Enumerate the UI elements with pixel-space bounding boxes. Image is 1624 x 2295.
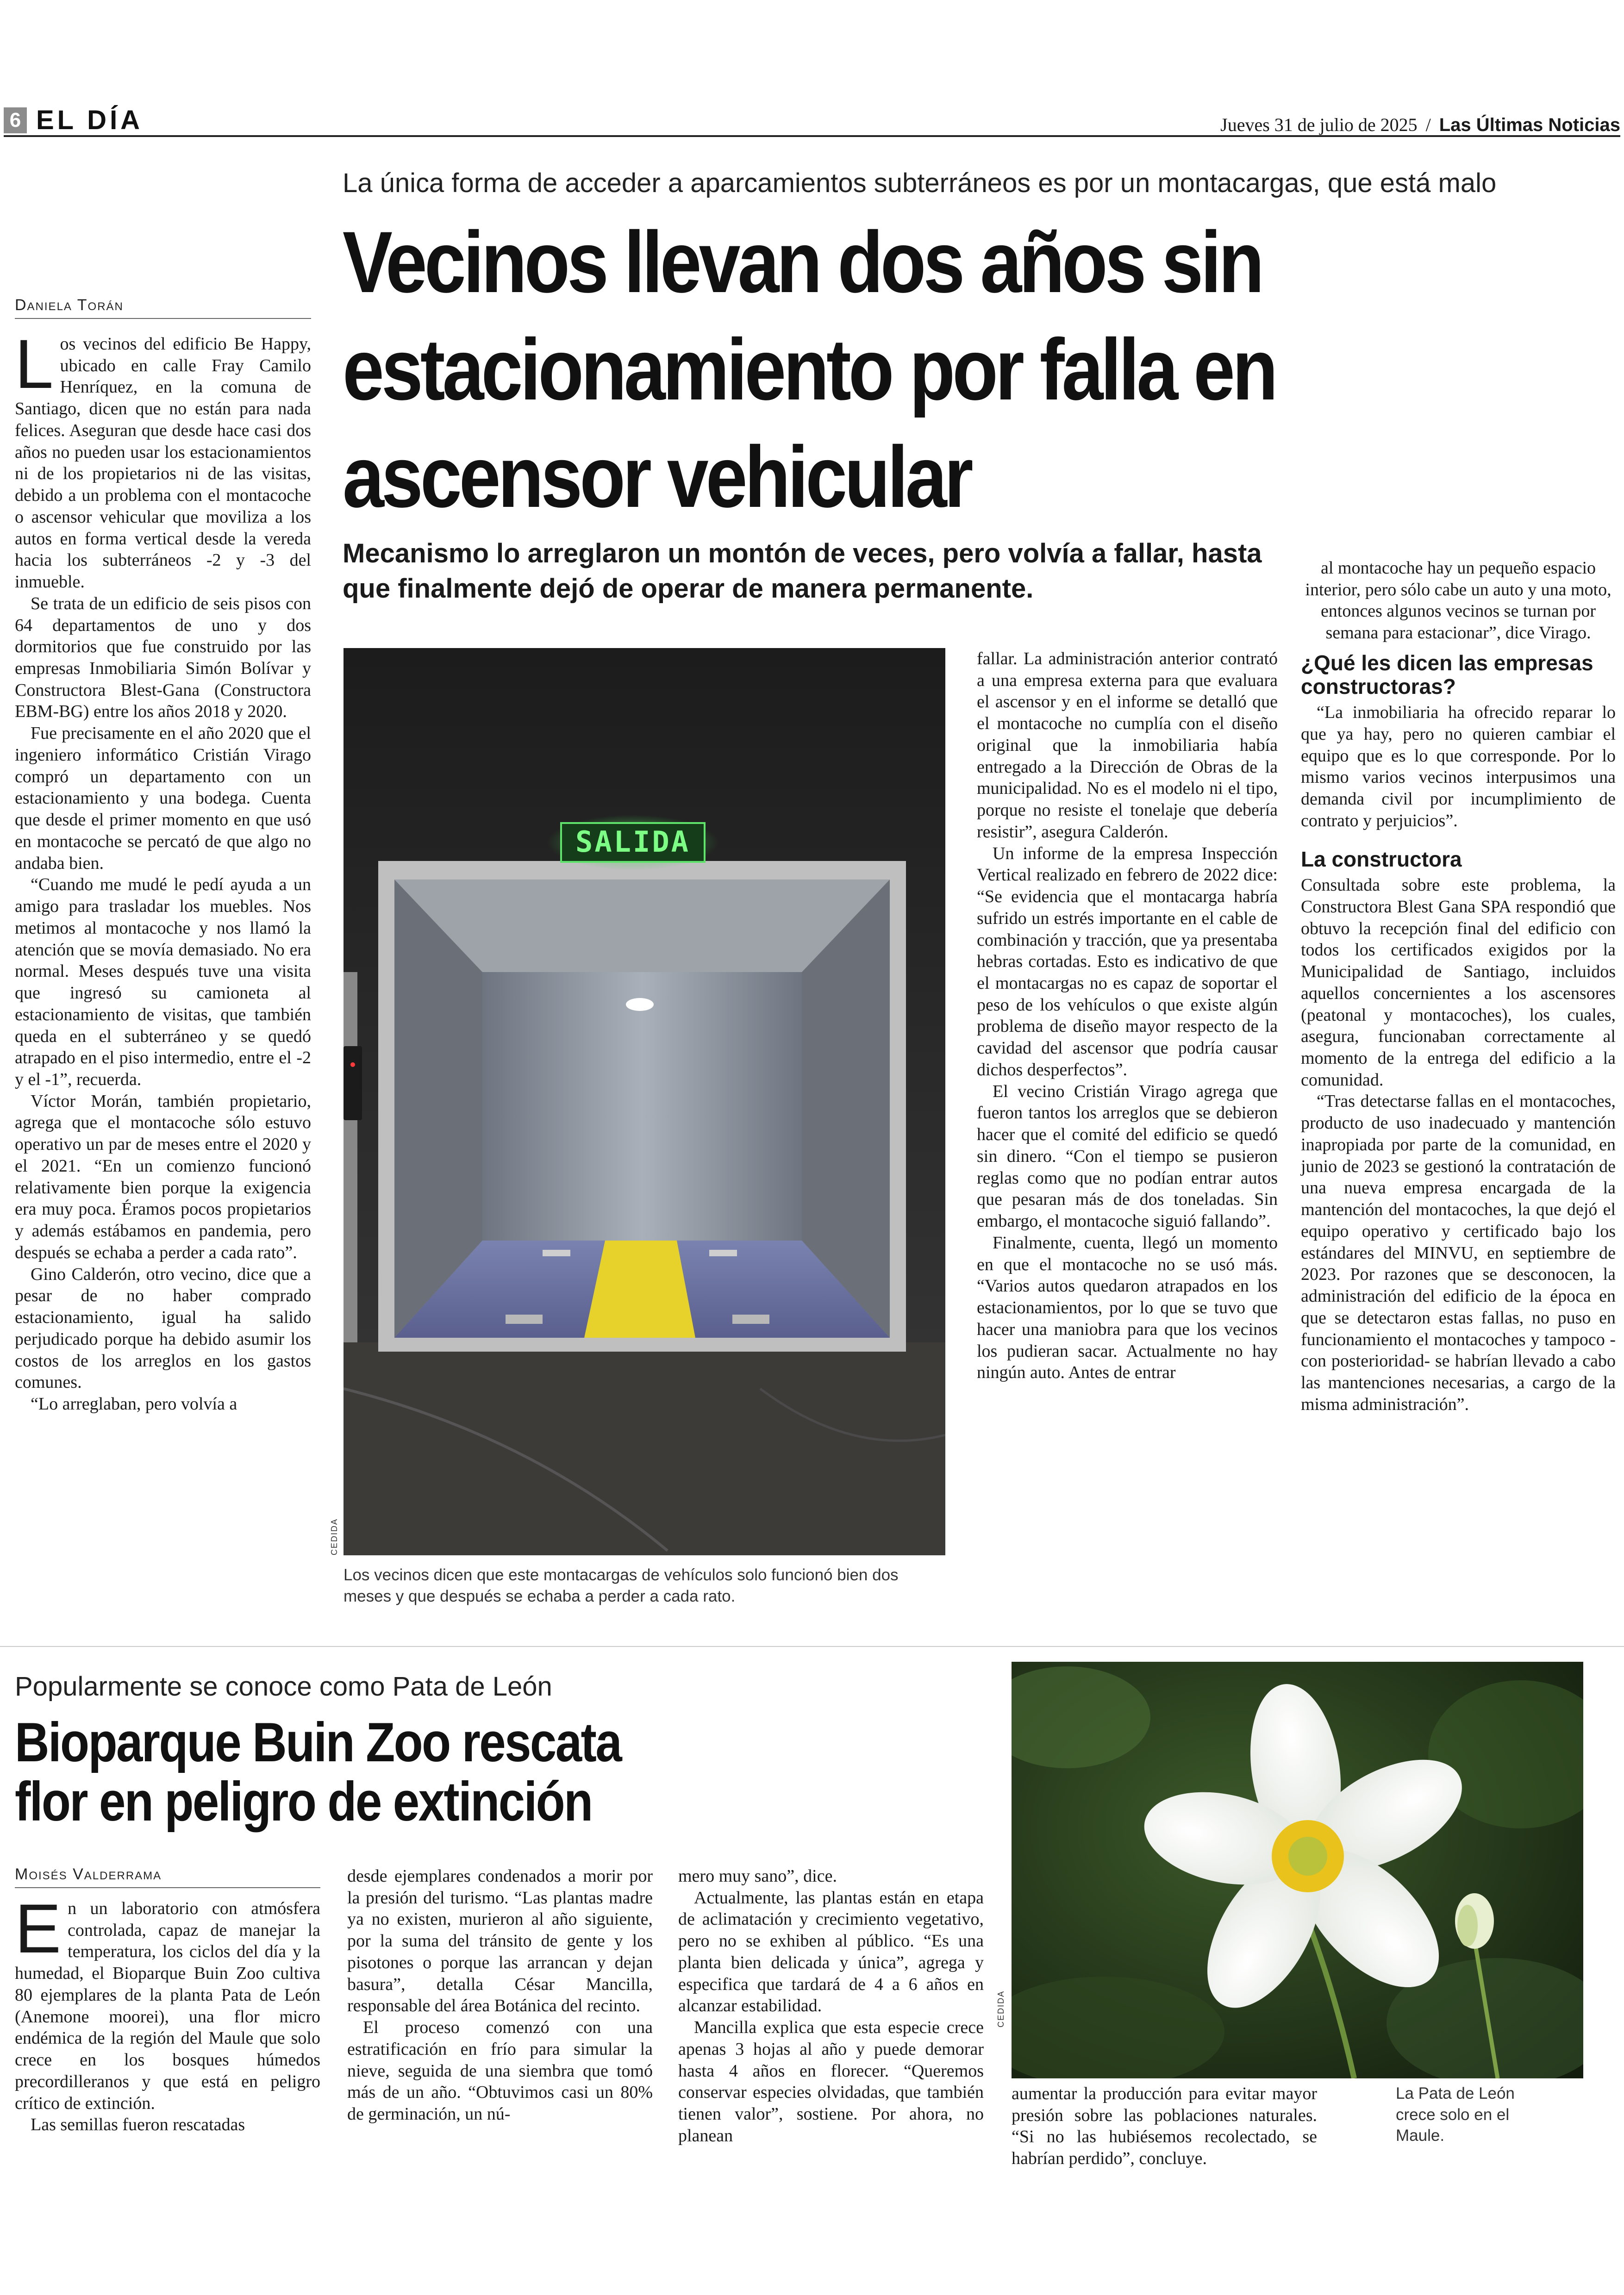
article2-col1-lead	[15, 1890, 320, 2114]
section-title: EL DÍA	[36, 105, 144, 135]
paragraph: “Cuando me mudé le pedí ayuda a un amigo para trasladar los muebles. Nos metimos al montacoche y nos llamó la atención que se movía demasiado. No era normal. Meses después tuve una visita que ingresó su camioneta al estacionamiento de visitas, que también queda en el subterráneo y se quedó atrapado en el piso intermedio, entre el -2 y el -1”, recuerda.	[15, 875, 311, 1089]
exit-sign-text: SALIDA	[575, 825, 690, 859]
paragraph: Gino Calderón, otro vecino, dice que a pesar de no haber comprado estacionamiento, igual ha salido perjudicado porque ha debido asumir los costos de los arreglos en los gastos comunes.	[15, 1264, 311, 1392]
paragraph: al montacoche hay un pequeño espacio interior, pero sólo cabe un auto y una moto, entonces algunos vecinos se turnan por semana para estacionar”, dice Virago.	[1305, 558, 1612, 643]
paragraph: Se trata de un edificio de seis pisos con 64 departamentos de uno y dos dormitorios que fue construido por las empresas Inmobiliaria Simón Bolívar y Constructora Blest-Gana (Constructora EBM-BG) entre los años 2018 y 2020.	[15, 593, 311, 722]
article1-subhead-question: ¿Qué les dicen las empresas constructoras?	[1301, 650, 1593, 698]
article2-column-3	[678, 1865, 984, 2147]
paragraph: aumentar la producción para evitar mayor presión sobre las poblaciones naturales. “Si no las hubiésemos recolectado, se habrían perdido”, concluye.	[1012, 2084, 1317, 2169]
paragraph: desde ejemplares condenados a morir por la presión del turismo. “Las plantas madre ya no existen, murieron al año siguiente, por la suma del tránsito de gente y los pisotones o porque las arrancan y dejan basura”, detalla César Mancilla, responsable del área Botánica del recinto.	[347, 1866, 653, 2016]
flower-illustration	[1012, 1662, 1583, 2078]
header-separator: /	[1425, 114, 1431, 135]
article1-headline: Vecinos llevan dos años sin estacionamiento por falla en ascensor vehicular	[343, 213, 1275, 525]
elevator-illustration	[344, 648, 945, 1555]
article2-headline: Bioparque Buin Zoo rescata flor en peligro de extinción	[15, 1711, 621, 1833]
article1-column-3	[1301, 557, 1616, 1415]
article1-photo-credit: CEDIDA	[330, 1518, 339, 1555]
paragraph: El proceso comenzó con una estratificación en frío para simular la nieve, seguida de una siembra que tomó más de un año. “Obtuvimos casi un 80% de germinación, un nú-	[347, 2018, 653, 2124]
article1-subhead-constructora: La constructora	[1301, 847, 1462, 871]
paragraph: “Lo arreglaban, pero volvía a	[31, 1394, 237, 1414]
section-divider	[0, 1646, 1624, 1647]
paragraph: Un informe de la empresa Inspección Vertical realizado en febrero de 2022 dice: “Se evidencia que el montacarga habría sufrido un estrés importante en el cable de combinación y tracción, que ya presentaba hebras cortadas. Esto es indicativo de que el montacargas no es capaz de soportar el peso de los vehículos o que existe algún problema de diseño mayor respecto de la cavidad del ascensor que podría causar dichos desperfectos”.	[977, 843, 1278, 1079]
article2-photo-credit: CEDIDA	[996, 1990, 1006, 2027]
article2-column-1	[15, 1890, 320, 2136]
elevator-photo	[344, 648, 945, 1555]
issue-date: Jueves 31 de julio de 2025	[1220, 114, 1418, 135]
paragraph: “La inmobiliaria ha ofrecido reparar lo que ya hay, pero no quieren cambiar el equipo que es lo que corresponde. Por lo mismo varios vecinos interpusimos una demanda civil por incumplimiento de contrato y perjuicios”.	[1301, 703, 1616, 830]
drop-cap: E	[15, 1890, 62, 1967]
flower-photo	[1012, 1662, 1583, 2078]
paragraph: Actualmente, las plantas están en etapa de aclimatación y crecimiento vegetativo, pero no se exhiben al público. “Es una planta bien delicada y única”, agrega y especifica que tardará de 4 a 6 años en alcanzar estabilidad.	[678, 1888, 984, 2016]
article1-col1-lead	[15, 325, 311, 593]
page-header	[0, 101, 1624, 133]
paragraph: Consultada sobre este problema, la Constructora Blest Gana SPA respondió que obtuvo la recepción final del edificio con todos los certificados exigidos por la Municipalidad de Santiago, incluidos aquellos concernientes a los ascensores (peatonal y montacoches), los cuales, asegura, funcionaban correctamente al momento de la entrega del edificio a la comunidad.	[1301, 875, 1616, 1090]
drop-cap: L	[15, 325, 54, 403]
paragraph: os vecinos del edificio Be Happy, ubicado en calle Fray Camilo Henríquez, en la comuna de Santiago, dicen que no están para nada felices. Aseguran que desde hace casi dos años no pueden usar los estacionamientos ni de los propietarios ni de las visitas, debido a un problema con el montacoche o ascensor vehicular que moviliza a los autos en forma vertical desde la vereda hacia los subterráneos -2 y -3 del inmueble.	[15, 334, 311, 592]
article2-photo-caption: La Pata de León crece solo en el Maule.	[1396, 2084, 1515, 2145]
page-number: 6	[4, 107, 27, 133]
article1-byline: Daniela Torán	[15, 296, 311, 319]
paragraph: Víctor Morán, también propietario, agrega que el montacoche sólo estuvo operativo un par de meses entre el 2020 y el 2021. “En un comienzo funcionó relativamente bien porque la exigencia era muy poca. Éramos pocos propietarios y además estábamos en pandemia, pero después se echaba a perder a cada rato”.	[15, 1091, 311, 1262]
article2-column-4	[1012, 2083, 1317, 2170]
article2-byline: Moisés Valderrama	[15, 1865, 320, 1888]
article1-column-2	[977, 648, 1278, 1384]
paragraph: n un laboratorio con atmósfera controlada, capaz de manejar la temperatura, los ciclos del día y la humedad, el Bioparque Buin Zoo cultiva 80 ejemplares de la planta Pata de León (Anemone moorei), una flor micro endémica de la región del Maule que solo crece en los bosques húmedos precordilleranos y que está en peligro crítico de extinción.	[15, 1899, 320, 2113]
article1-kicker: La única forma de acceder a aparcamientos subterráneos es por un montacargas, que está malo	[343, 168, 1497, 198]
article2-column-2	[347, 1865, 653, 2125]
paragraph: “Tras detectarse fallas en el montacoches, producto de uso inadecuado y mantención inapropiada por parte de la comunidad, en junio de 2023 se gestionó la contratación de una nueva empresa encargada de la mantención del montacoches, la que dejó el equipo operativo y certificado bajo los estándares del MINVU, en septiembre de 2023. Por razones que se desconocen, la administración del edificio de la época en que se detectaron estas fallas, no puso en funcionamiento el montacoches y tampoco -con posterioridad- se habrían llevado a cabo las mantenciones necesarias, a cargo de la misma administración”.	[1301, 1091, 1616, 1414]
header-rule	[4, 135, 1620, 137]
paragraph: El vecino Cristián Virago agrega que fueron tantos los arreglos que se debieron hacer que el comité del edificio se quedó sin dinero. “Con el tiempo se pusieron reglas como que no podían entrar autos que pesaran más de dos toneladas. Sin embargo, el montacoche siguió fallando”.	[977, 1081, 1278, 1231]
paragraph: Las semillas fueron rescatadas	[31, 2115, 245, 2135]
paragraph: fallar. La administración anterior contrató a una empresa externa para que evaluara el ascensor y en el informe se detalló que el montacoche no cumplía con el diseño original que la inmobiliaria había entregado a la Dirección de Obras de la municipalidad. No es el modelo ni el tipo, porque no resiste el tonelaje que debería resistir”, asegura Calderón.	[977, 649, 1278, 842]
article1-deck: Mecanismo lo arreglaron un montón de veces, pero volvía a fallar, hasta que finalmente dejó de operar de manera permanente.	[343, 538, 1262, 604]
article2-kicker: Popularmente se conoce como Pata de León	[15, 1671, 552, 1702]
article1-column-1	[15, 325, 311, 1415]
newspaper-name: Las Últimas Noticias	[1439, 115, 1620, 135]
paragraph: Fue precisamente en el año 2020 que el ingeniero informático Cristián Virago compró un departamento con un estacionamiento y una bodega. Cuenta que desde el primer momento en que usó en montacoche se percató de que algo no andaba bien.	[15, 723, 311, 873]
article1-photo-caption: Los vecinos dicen que este montacargas de vehículos solo funcionó bien dos meses y que después se echaba a perder a cada rato.	[344, 1566, 899, 1605]
paragraph: Finalmente, cuenta, llegó un momento en que el montacoche no se usó más. “Varios autos quedaron atrapados en los estacionamientos, por lo que se tuvo que hacer una maniobra para que los vecinos los pudieran sacar. Actualmente no hay ningún auto. Antes de entrar	[977, 1233, 1278, 1383]
paragraph: Mancilla explica que esta especie crece apenas 3 hojas al año y puede demorar hasta 4 años en florecer. “Queremos conservar especies olvidadas, que también tienen valor”, sostiene. Por ahora, no planean	[678, 2018, 984, 2145]
header-dateline	[1220, 114, 1620, 136]
paragraph: mero muy sano”, dice.	[678, 1866, 837, 1886]
